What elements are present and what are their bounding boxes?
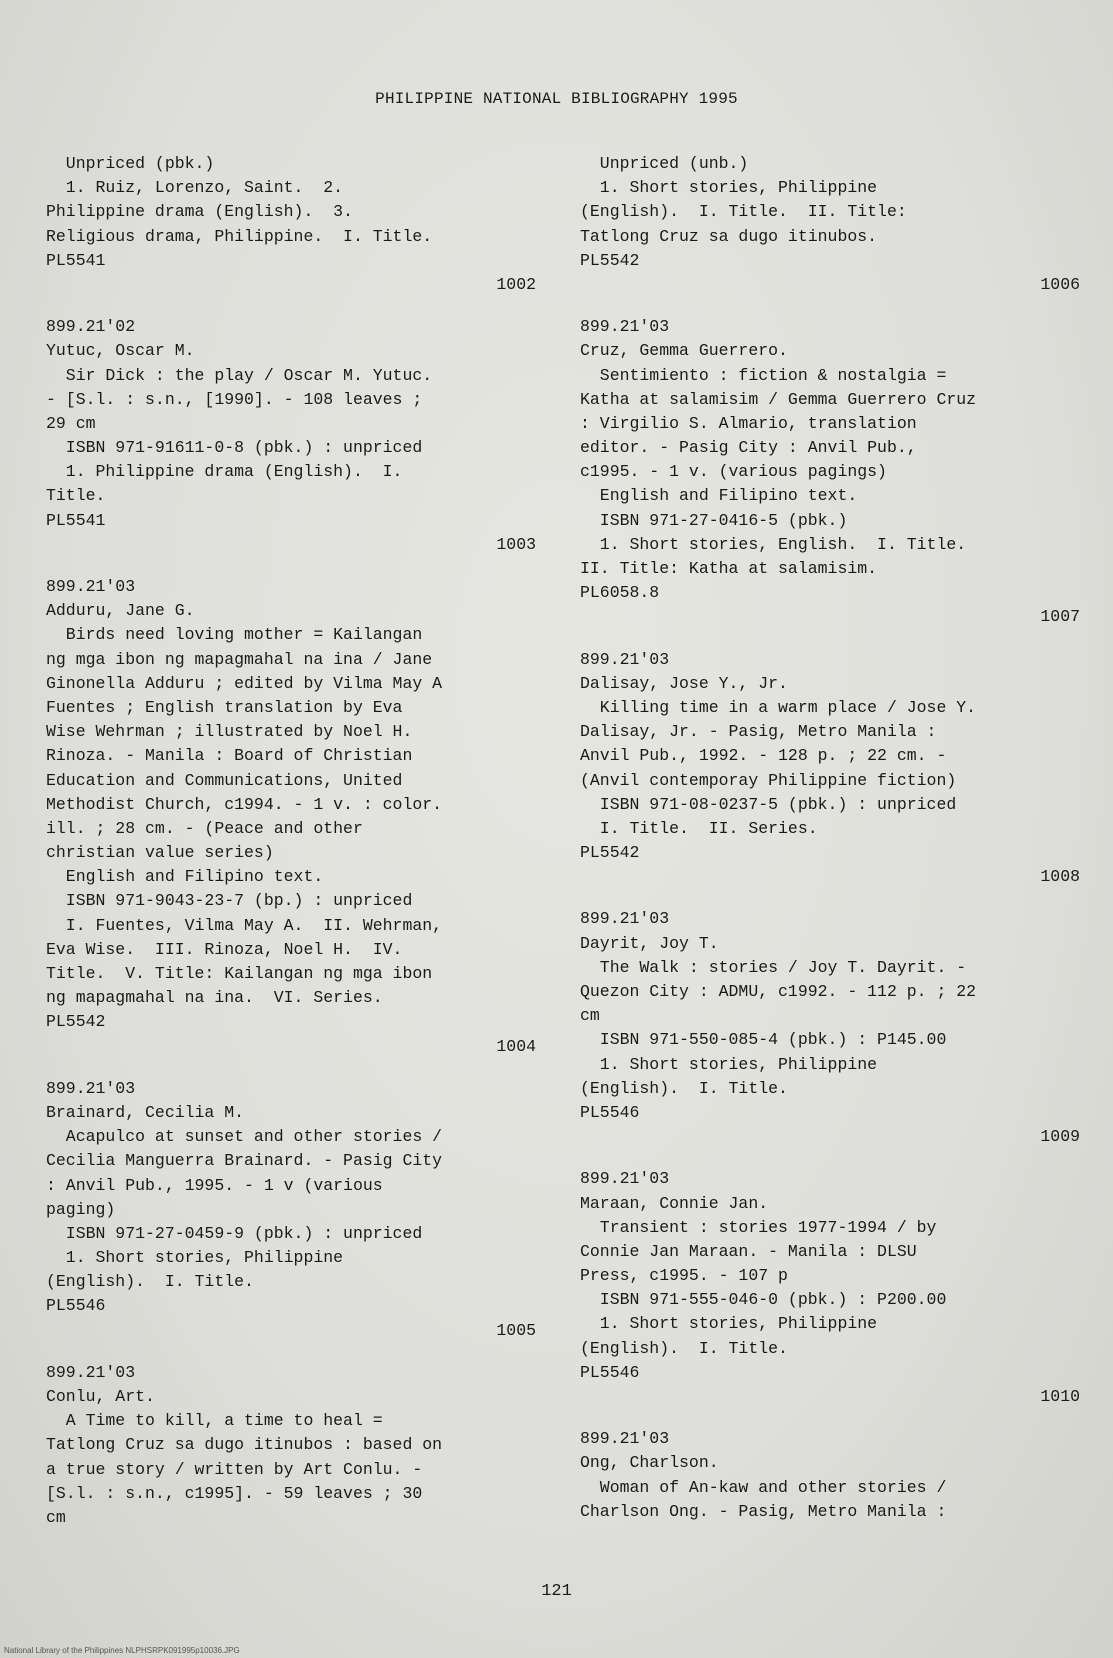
text-line: [S.l. : s.n., c1995]. - 59 leaves ; 30 xyxy=(46,1483,423,1503)
text-line: PL5546 xyxy=(46,1296,106,1316)
text-line: Sir Dick : the play / Oscar M. Yutuc. xyxy=(46,365,433,385)
page-number: 121 xyxy=(541,1582,572,1601)
text-line: c1995. - 1 v. (various pagings) xyxy=(580,462,887,482)
entry-gap xyxy=(46,557,536,575)
text-line: Connie Jan Maraan. - Manila : DLSU xyxy=(580,1241,917,1261)
text-line: ISBN 971-27-0416-5 (pbk.) xyxy=(580,510,848,530)
entry-number: 1005 xyxy=(496,1320,536,1340)
text-line: Unpriced (unb.) xyxy=(580,154,749,173)
text-line: Dalisay, Jr. - Pasig, Metro Manila : xyxy=(580,722,937,742)
right-column xyxy=(580,152,1080,1524)
text-line: Cruz, Gemma Guerrero. xyxy=(580,341,788,361)
text-line: Killing time in a warm place / Jose Y. xyxy=(580,697,977,717)
entry-number: 1008 xyxy=(1040,867,1080,887)
text-line: Adduru, Jane G. xyxy=(46,601,195,621)
text-line: : Anvil Pub., 1995. - 1 v (various xyxy=(46,1175,383,1195)
text-line: 899.21'03 xyxy=(46,577,136,596)
text-line: PL5541 xyxy=(46,250,106,270)
text-line: Ong, Charlson. xyxy=(580,1453,719,1473)
text-line: PL5541 xyxy=(46,510,106,530)
text-line: Charlson Ong. - Pasig, Metro Manila : xyxy=(580,1501,947,1521)
text-line: 899.21'03 xyxy=(580,317,670,337)
text-line: ISBN 971-9043-23-7 (bp.) : unpriced xyxy=(46,891,413,911)
text-line: I. Title. II. Series. xyxy=(580,818,818,838)
text-line: editor. - Pasig City : Anvil Pub., xyxy=(580,438,917,458)
text-line: I. Fuentes, Vilma May A. II. Wehrman, xyxy=(46,915,443,935)
text-line: 1. Short stories, Philippine xyxy=(46,1248,344,1268)
text-line: 899.21'02 xyxy=(46,317,136,337)
text-line: A Time to kill, a time to heal = xyxy=(46,1411,383,1431)
text-line: ISBN 971-27-0459-9 (pbk.) : unpriced xyxy=(46,1223,423,1243)
text-line: ISBN 971-555-046-0 (pbk.) : P200.00 xyxy=(580,1290,947,1310)
text-line: English and Filipino text. xyxy=(580,486,858,506)
text-line: - [S.l. : s.n., [1990]. - 108 leaves ; xyxy=(46,389,423,409)
text-line: ISBN 971-550-085-4 (pbk.) : P145.00 xyxy=(580,1030,947,1050)
text-line: (English). I. Title. xyxy=(580,1338,788,1358)
entry-number: 1002 xyxy=(496,274,536,294)
text-line: christian value series) xyxy=(46,843,274,863)
text-line: Conlu, Art. xyxy=(46,1387,155,1406)
text-line: 1. Short stories, English. I. Title. xyxy=(580,534,967,554)
text-line: 29 cm xyxy=(46,413,96,433)
text-line: II. Title: Katha at salamisim. xyxy=(580,559,878,578)
text-line: paging) xyxy=(46,1199,116,1219)
text-line: Yutuc, Oscar M. xyxy=(46,341,195,361)
entry-gap xyxy=(580,1409,1080,1427)
text-line: Eva Wise. III. Rinoza, Noel H. IV. xyxy=(46,939,403,959)
text-line: 1. Ruiz, Lorenzo, Saint. 2. xyxy=(46,178,344,198)
text-line: Title. xyxy=(46,486,106,506)
text-line: ISBN 971-08-0237-5 (pbk.) : unpriced xyxy=(580,794,957,814)
text-line: Transient : stories 1977-1994 / by xyxy=(580,1217,937,1237)
entry-number: 1004 xyxy=(496,1036,536,1056)
text-line: Philippine drama (English). 3. xyxy=(46,202,353,222)
text-line: (English). I. Title. xyxy=(46,1272,254,1292)
entry-gap xyxy=(580,1149,1080,1167)
text-line: 899.21'03 xyxy=(580,909,670,929)
entry-number: 1010 xyxy=(1040,1387,1080,1406)
text-line: 899.21'03 xyxy=(580,649,670,669)
text-line: Dayrit, Joy T. xyxy=(580,933,719,953)
text-line: ng mapagmahal na ina. VI. Series. xyxy=(46,988,383,1008)
text-line: PL5542 xyxy=(580,843,640,863)
entry-number: 1006 xyxy=(1040,274,1080,294)
text-line: Birds need loving mother = Kailangan xyxy=(46,625,423,645)
text-line: Education and Communications, United xyxy=(46,770,403,790)
text-line: 1. Philippine drama (English). I. xyxy=(46,462,403,482)
text-line: Methodist Church, c1994. - 1 v. : color. xyxy=(46,794,443,814)
text-line: ill. ; 28 cm. - (Peace and other xyxy=(46,818,363,838)
entry-number: 1007 xyxy=(1040,607,1080,627)
text-line: Acapulco at sunset and other stories / xyxy=(46,1127,443,1147)
text-line: Ginonella Adduru ; edited by Vilma May A xyxy=(46,673,443,693)
text-line: Press, c1995. - 107 p xyxy=(580,1266,788,1286)
text-line: Unpriced (pbk.) xyxy=(46,154,215,173)
text-line: 1. Short stories, Philippine xyxy=(580,178,878,198)
text-line: Fuentes ; English translation by Eva xyxy=(46,697,403,717)
text-line: Quezon City : ADMU, c1992. - 112 p. ; 22 xyxy=(580,982,977,1001)
text-line: The Walk : stories / Joy T. Dayrit. - xyxy=(580,957,967,977)
text-line: ISBN 971-91611-0-8 (pbk.) : unpriced xyxy=(46,438,423,458)
entry-gap xyxy=(46,297,536,315)
text-line: 899.21'03 xyxy=(46,1078,136,1098)
text-line: Title. V. Title: Kailangan ng mga ibon xyxy=(46,964,433,983)
text-line: Katha at salamisim / Gemma Guerrero Cruz xyxy=(580,389,977,409)
text-line: Rinoza. - Manila : Board of Christian xyxy=(46,746,413,766)
text-line: (English). I. Title. II. Title: xyxy=(580,202,907,222)
text-line: PL6058.8 xyxy=(580,583,660,603)
text-line: (Anvil contemporay Philippine fiction) xyxy=(580,770,957,790)
text-line: cm xyxy=(46,1507,66,1527)
text-line: Woman of An-kaw and other stories / xyxy=(580,1477,947,1497)
text-line: Sentimiento : fiction & nostalgia = xyxy=(580,365,947,385)
text-line: PL5546 xyxy=(580,1362,640,1382)
text-line: Tatlong Cruz sa dugo itinubos. xyxy=(580,226,878,246)
text-line: PL5542 xyxy=(46,1012,106,1032)
text-line: 899.21'03 xyxy=(580,1169,670,1189)
text-line: 899.21'03 xyxy=(46,1362,136,1382)
text-line: (English). I. Title. xyxy=(580,1078,788,1098)
scan-credit: National Library of the Philippines NLPHSRPK091995p10036.JPG xyxy=(4,1646,240,1655)
text-line: Religious drama, Philippine. I. Title. xyxy=(46,226,433,246)
text-line: Tatlong Cruz sa dugo itinubos : based on xyxy=(46,1435,443,1455)
text-line: a true story / written by Art Conlu. - xyxy=(46,1459,423,1479)
entry-gap xyxy=(580,889,1080,907)
text-line: English and Filipino text. xyxy=(46,867,324,887)
entry-number: 1003 xyxy=(496,534,536,554)
text-line: cm xyxy=(580,1006,600,1026)
entry-gap xyxy=(46,1343,536,1361)
text-line: 1. Short stories, Philippine xyxy=(580,1054,878,1074)
text-line: : Virgilio S. Almario, translation xyxy=(580,413,917,433)
text-line: 899.21'03 xyxy=(580,1429,670,1449)
text-line: 1. Short stories, Philippine xyxy=(580,1314,878,1334)
text-line: ng mga ibon ng mapagmahal na ina / Jane xyxy=(46,649,433,669)
text-line: Dalisay, Jose Y., Jr. xyxy=(580,673,788,693)
text-line: Anvil Pub., 1992. - 128 p. ; 22 cm. - xyxy=(580,746,947,766)
entry-gap xyxy=(580,297,1080,315)
text-line: Cecilia Manguerra Brainard. - Pasig City xyxy=(46,1151,443,1171)
text-line: PL5546 xyxy=(580,1102,640,1122)
entry-gap xyxy=(580,630,1080,648)
entry-number: 1009 xyxy=(1040,1127,1080,1147)
text-line: PL5542 xyxy=(580,250,640,270)
text-line: Brainard, Cecilia M. xyxy=(46,1102,245,1122)
page-title: PHILIPPINE NATIONAL BIBLIOGRAPHY 1995 xyxy=(375,90,738,108)
text-line: Maraan, Connie Jan. xyxy=(580,1193,769,1213)
entry-gap xyxy=(46,1059,536,1077)
text-line: Wise Wehrman ; illustrated by Noel H. xyxy=(46,722,413,742)
left-column xyxy=(46,152,536,1530)
